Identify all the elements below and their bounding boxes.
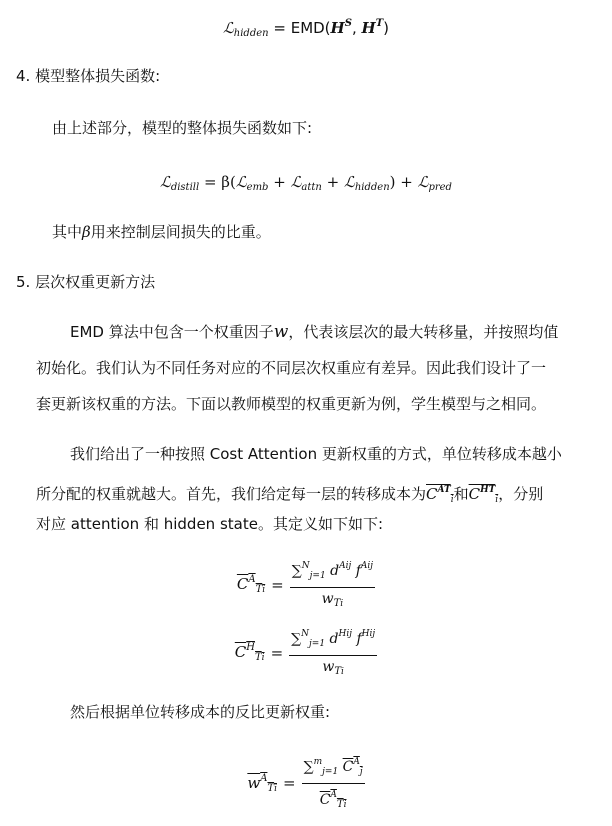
emb-subscript: emb xyxy=(246,182,269,193)
plus-sign: + xyxy=(326,173,340,191)
cost-hidden-numerator: ∑$^N_{j=1}$ $d^{Hij}$ $f^{Hij}$ xyxy=(289,624,377,656)
hidden-student: H xyxy=(330,19,345,37)
p2-l2-post: ，分别 xyxy=(498,485,544,503)
p1-l1-pre: EMD 算法中包含一个权重因子 xyxy=(70,323,274,341)
hidden-loss-symbol: ℒ xyxy=(344,173,355,191)
beta-pre: 其中 xyxy=(52,223,83,241)
cost-hidden-lhs: $C^H_{Ti}$ xyxy=(234,642,265,663)
paragraph-1-line-1 xyxy=(70,322,558,342)
emd-function: = EMD( xyxy=(273,19,331,37)
cost-hidden-fraction xyxy=(289,624,377,681)
paragraph-1-line-2: 初始化。我们认为不同任务对应的不同层次权重应有差异。因此我们设计了一 xyxy=(36,359,547,377)
cost-attention-symbol: $C^{AT}_i$ xyxy=(426,485,454,505)
plus-sign: + xyxy=(400,173,413,191)
weight-lhs: $w^A_{Ti}$ xyxy=(247,772,277,794)
paragraph-2-line-2 xyxy=(36,480,543,510)
equation-weight-update: $w^A_{Ti}$ = $\frac{\sum^m_{j=1} C^A_j}{C^A_{Ti}}$ xyxy=(0,752,612,814)
hidden-subscript: hidden xyxy=(354,182,390,193)
equation-cost-hidden: $C^H_{Ti}$ = $\frac{\sum^N_{j=1} d^{Hij} f^{Hij}}{w_{Ti}}$ xyxy=(0,624,612,681)
distill-loss-symbol: ℒ xyxy=(160,173,171,191)
section-4-intro: 由上述部分，模型的整体损失函数如下: xyxy=(52,119,313,137)
p2-l2-mid: 和 xyxy=(453,485,469,503)
close-paren: ) xyxy=(389,173,396,191)
p1-l1-post: ，代表该层次的最大转移量，并按照均值 xyxy=(288,323,559,341)
paragraph-1-line-3: 套更新该权重的方法。下面以教师模型的权重更新为例，学生模型与之相同。 xyxy=(36,395,547,413)
attn-subscript: attn xyxy=(301,182,322,193)
weight-denominator: $C^A_{Ti}$ xyxy=(319,790,347,810)
weight-fraction xyxy=(302,752,365,814)
equation-hidden-loss: ℒ$_{hidden}$ = $EMD(H^S$, $H^T$) xyxy=(222,18,390,39)
cost-hidden-symbol: $C^{HT}_i$ xyxy=(468,485,499,505)
beta-open: = β( xyxy=(203,173,236,191)
paragraph-2-line-3: 对应 attention 和 hidden state。其定义如下如下: xyxy=(36,515,384,533)
beta-description xyxy=(52,222,271,242)
p2-l2-pre: 所分配的权重就越大。首先，我们给定每一层的转移成本为 xyxy=(36,485,427,503)
cost-attention-lhs: $C^A_{Ti}$ xyxy=(236,574,266,595)
equation-cost-attention: $C^A_{Ti}$ = $\frac{\sum^N_{j=1} d^{Aij} f^{Aij}}{w_{Ti}}$ xyxy=(0,556,612,613)
hidden-loss-symbol: ℒ xyxy=(222,19,234,37)
cost-attention-denominator: $w_{Ti}$ xyxy=(321,591,344,609)
weight-numerator: ∑$^m_{j=1}$ $C^A_j$ xyxy=(302,752,365,784)
hidden-teacher-sup: T xyxy=(375,18,384,29)
section-4-heading: 4. 模型整体损失函数: xyxy=(16,67,161,85)
beta-post: 用来控制层间损失的比重。 xyxy=(90,223,271,241)
section-5-heading: 5. 层次权重更新方法 xyxy=(16,273,156,291)
distill-subscript: distill xyxy=(170,182,200,193)
update-description: 然后根据单位转移成本的反比更新权重: xyxy=(70,703,331,721)
emd-close: ) xyxy=(383,19,390,37)
cost-hidden-denominator: $w_{Ti}$ xyxy=(322,659,344,677)
plus-sign: + xyxy=(273,173,286,191)
paragraph-2-line-1: 我们给出了一种按照 Cost Attention 更新权重的方式，单位转移成本越小 xyxy=(70,445,562,463)
hidden-teacher: H xyxy=(361,19,376,37)
hidden-loss-subscript: hidden xyxy=(233,28,269,39)
cost-attention-fraction xyxy=(290,556,375,613)
weight-symbol: w xyxy=(273,322,289,342)
beta-symbol: β xyxy=(82,223,91,241)
hidden-student-sup: S xyxy=(344,18,352,29)
equation-distill-loss xyxy=(0,172,612,198)
cost-attention-numerator: ∑$^N_{j=1}$ $d^{Aij}$ $f^{Aij}$ xyxy=(290,556,375,588)
attn-loss-symbol: ℒ xyxy=(290,173,302,191)
emb-loss-symbol: ℒ xyxy=(235,173,247,191)
pred-subscript: pred xyxy=(428,182,452,193)
pred-loss-symbol: ℒ xyxy=(417,173,429,191)
